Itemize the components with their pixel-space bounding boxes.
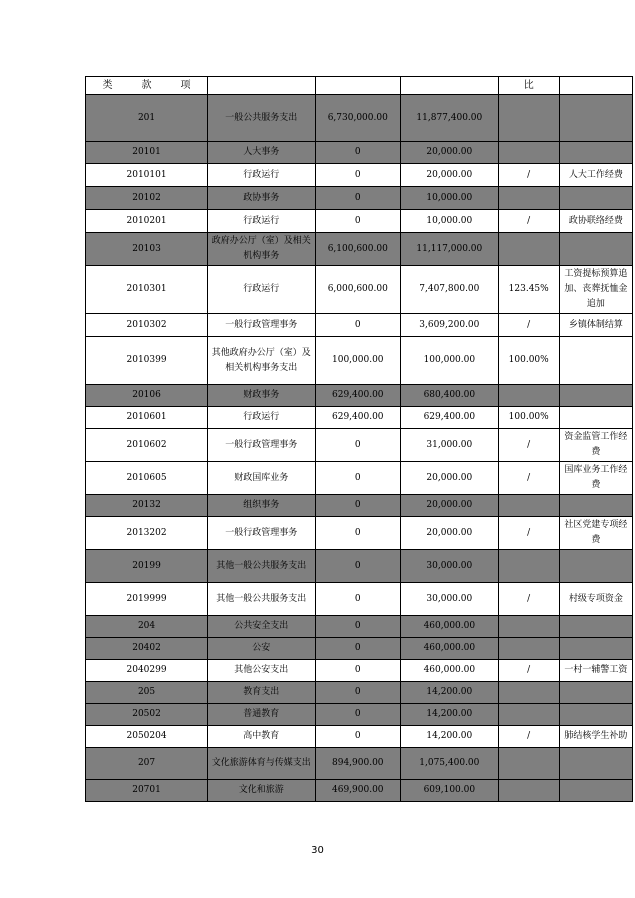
cell-ratio: / [498, 726, 559, 748]
table-row [86, 726, 633, 748]
table-row [86, 638, 633, 660]
cell-note [559, 187, 632, 210]
cell-adjusted-amount: 20,000.00 [401, 164, 499, 187]
cell-note: 政协联络经费 [559, 210, 632, 233]
table-row [86, 462, 633, 495]
header-xiang: 项 [180, 80, 191, 91]
table-header-row [86, 77, 633, 95]
cell-code: 20106 [86, 385, 208, 407]
cell-budget-amount: 0 [315, 495, 400, 517]
cell-adjusted-amount: 460,000.00 [401, 616, 499, 638]
cell-budget-amount: 0 [315, 164, 400, 187]
cell-code: 20101 [86, 142, 208, 164]
cell-ratio [498, 748, 559, 780]
cell-budget-amount: 894,900.00 [315, 748, 400, 780]
cell-budget-amount: 0 [315, 616, 400, 638]
header-kuan: 款 [141, 80, 152, 91]
cell-code: 2013202 [86, 517, 208, 550]
cell-ratio: 100.00% [498, 337, 559, 385]
header-col5: 比 [498, 77, 559, 95]
cell-adjusted-amount: 20,000.00 [401, 495, 499, 517]
cell-budget-amount: 0 [315, 187, 400, 210]
cell-name: 公共安全支出 [208, 616, 315, 638]
cell-adjusted-amount: 629,400.00 [401, 407, 499, 429]
table-row [86, 429, 633, 462]
cell-code: 2010302 [86, 314, 208, 337]
cell-note [559, 337, 632, 385]
cell-note [559, 638, 632, 660]
cell-code: 2050204 [86, 726, 208, 748]
cell-code: 20103 [86, 233, 208, 266]
cell-code: 20502 [86, 704, 208, 726]
cell-note: 社区党建专项经费 [559, 517, 632, 550]
cell-budget-amount: 0 [315, 704, 400, 726]
cell-budget-amount: 0 [315, 660, 400, 682]
table-row [86, 210, 633, 233]
cell-code: 20402 [86, 638, 208, 660]
cell-note [559, 142, 632, 164]
cell-adjusted-amount: 10,000.00 [401, 210, 499, 233]
cell-name: 行政运行 [208, 407, 315, 429]
cell-name: 文化旅游体育与传媒支出 [208, 748, 315, 780]
cell-note: 国库业务工作经费 [559, 462, 632, 495]
budget-table [85, 76, 633, 802]
table-row [86, 385, 633, 407]
cell-ratio: / [498, 462, 559, 495]
cell-note [559, 682, 632, 704]
cell-adjusted-amount: 20,000.00 [401, 142, 499, 164]
cell-code: 20132 [86, 495, 208, 517]
table-body [86, 77, 633, 802]
table-row [86, 660, 633, 682]
table-row [86, 337, 633, 385]
cell-code: 204 [86, 616, 208, 638]
header-category-cell [86, 77, 208, 95]
cell-note: 工资提标预算追加、丧葬抚恤金追加 [559, 266, 632, 314]
cell-name: 人大事务 [208, 142, 315, 164]
cell-budget-amount: 0 [315, 314, 400, 337]
header-col6 [559, 77, 632, 95]
cell-note [559, 704, 632, 726]
cell-adjusted-amount: 30,000.00 [401, 550, 499, 583]
cell-name: 政协事务 [208, 187, 315, 210]
cell-ratio [498, 385, 559, 407]
cell-note: 人大工作经费 [559, 164, 632, 187]
cell-ratio: 100.00% [498, 407, 559, 429]
cell-budget-amount: 629,400.00 [315, 407, 400, 429]
table-row [86, 95, 633, 142]
cell-adjusted-amount: 11,117,000.00 [401, 233, 499, 266]
cell-name: 组织事务 [208, 495, 315, 517]
cell-adjusted-amount: 30,000.00 [401, 583, 499, 616]
cell-adjusted-amount: 100,000.00 [401, 337, 499, 385]
cell-ratio: / [498, 583, 559, 616]
cell-budget-amount: 0 [315, 550, 400, 583]
cell-adjusted-amount: 460,000.00 [401, 638, 499, 660]
cell-name: 高中教育 [208, 726, 315, 748]
cell-adjusted-amount: 11,877,400.00 [401, 95, 499, 142]
cell-code: 20199 [86, 550, 208, 583]
table-row [86, 748, 633, 780]
cell-code: 2010602 [86, 429, 208, 462]
cell-adjusted-amount: 14,200.00 [401, 726, 499, 748]
cell-name: 行政运行 [208, 266, 315, 314]
cell-name: 其他政府办公厅（室）及相关机构事务支出 [208, 337, 315, 385]
cell-name: 财政事务 [208, 385, 315, 407]
table-row [86, 704, 633, 726]
table-row [86, 583, 633, 616]
cell-ratio [498, 704, 559, 726]
cell-ratio: / [498, 429, 559, 462]
cell-adjusted-amount: 31,000.00 [401, 429, 499, 462]
cell-note: 一村一辅警工资 [559, 660, 632, 682]
cell-adjusted-amount: 14,200.00 [401, 682, 499, 704]
cell-ratio [498, 780, 559, 802]
cell-note [559, 385, 632, 407]
cell-adjusted-amount: 460,000.00 [401, 660, 499, 682]
table-row [86, 314, 633, 337]
table-row [86, 164, 633, 187]
cell-code: 2010601 [86, 407, 208, 429]
cell-ratio: / [498, 210, 559, 233]
table-row [86, 266, 633, 314]
cell-name: 一般行政管理事务 [208, 517, 315, 550]
cell-name: 行政运行 [208, 164, 315, 187]
header-col3 [315, 77, 400, 95]
cell-note [559, 550, 632, 583]
cell-code: 2010301 [86, 266, 208, 314]
cell-note: 肺结核学生补助 [559, 726, 632, 748]
cell-budget-amount: 0 [315, 429, 400, 462]
cell-ratio: 123.45% [498, 266, 559, 314]
cell-note [559, 95, 632, 142]
cell-name: 一般公共服务支出 [208, 95, 315, 142]
cell-ratio: / [498, 314, 559, 337]
table-row [86, 550, 633, 583]
cell-name: 其他公安支出 [208, 660, 315, 682]
cell-adjusted-amount: 609,100.00 [401, 780, 499, 802]
cell-code: 205 [86, 682, 208, 704]
cell-name: 普通教育 [208, 704, 315, 726]
cell-name: 公安 [208, 638, 315, 660]
cell-budget-amount: 0 [315, 142, 400, 164]
cell-adjusted-amount: 14,200.00 [401, 704, 499, 726]
cell-name: 一般行政管理事务 [208, 429, 315, 462]
cell-ratio [498, 142, 559, 164]
cell-budget-amount: 0 [315, 583, 400, 616]
table-row [86, 682, 633, 704]
cell-code: 20701 [86, 780, 208, 802]
cell-ratio [498, 233, 559, 266]
table-row [86, 517, 633, 550]
cell-note [559, 780, 632, 802]
cell-note [559, 495, 632, 517]
cell-budget-amount: 100,000.00 [315, 337, 400, 385]
cell-adjusted-amount: 3,609,200.00 [401, 314, 499, 337]
cell-code: 20102 [86, 187, 208, 210]
cell-adjusted-amount: 20,000.00 [401, 462, 499, 495]
cell-budget-amount: 0 [315, 638, 400, 660]
cell-name: 文化和旅游 [208, 780, 315, 802]
header-col4 [401, 77, 499, 95]
cell-budget-amount: 6,000,600.00 [315, 266, 400, 314]
table-row [86, 780, 633, 802]
cell-adjusted-amount: 680,400.00 [401, 385, 499, 407]
cell-code: 2010399 [86, 337, 208, 385]
cell-adjusted-amount: 10,000.00 [401, 187, 499, 210]
cell-adjusted-amount: 7,407,800.00 [401, 266, 499, 314]
cell-adjusted-amount: 1,075,400.00 [401, 748, 499, 780]
cell-budget-amount: 6,100,600.00 [315, 233, 400, 266]
cell-name: 其他一般公共服务支出 [208, 550, 315, 583]
cell-adjusted-amount: 20,000.00 [401, 517, 499, 550]
cell-budget-amount: 0 [315, 726, 400, 748]
table-row [86, 407, 633, 429]
cell-ratio [498, 495, 559, 517]
table-row [86, 233, 633, 266]
cell-ratio [498, 187, 559, 210]
cell-ratio [498, 616, 559, 638]
cell-note [559, 748, 632, 780]
cell-code: 2010101 [86, 164, 208, 187]
cell-code: 2019999 [86, 583, 208, 616]
header-lei: 类 [102, 80, 113, 91]
table-row [86, 495, 633, 517]
cell-note: 村级专项资金 [559, 583, 632, 616]
cell-ratio [498, 682, 559, 704]
cell-code: 201 [86, 95, 208, 142]
cell-name: 教育支出 [208, 682, 315, 704]
cell-budget-amount: 6,730,000.00 [315, 95, 400, 142]
cell-name: 一般行政管理事务 [208, 314, 315, 337]
cell-budget-amount: 469,900.00 [315, 780, 400, 802]
cell-note [559, 407, 632, 429]
cell-ratio [498, 638, 559, 660]
cell-ratio [498, 95, 559, 142]
cell-ratio: / [498, 164, 559, 187]
table-row [86, 187, 633, 210]
cell-code: 207 [86, 748, 208, 780]
cell-ratio [498, 550, 559, 583]
cell-name: 政府办公厅（室）及相关机构事务 [208, 233, 315, 266]
cell-budget-amount: 629,400.00 [315, 385, 400, 407]
cell-code: 2010605 [86, 462, 208, 495]
cell-code: 2040299 [86, 660, 208, 682]
cell-ratio: / [498, 660, 559, 682]
table-row [86, 142, 633, 164]
cell-budget-amount: 0 [315, 210, 400, 233]
table-row [86, 616, 633, 638]
cell-note [559, 616, 632, 638]
cell-budget-amount: 0 [315, 682, 400, 704]
cell-note: 资金监管工作经费 [559, 429, 632, 462]
cell-name: 财政国库业务 [208, 462, 315, 495]
cell-name: 行政运行 [208, 210, 315, 233]
header-col2 [208, 77, 315, 95]
cell-note: 乡镇体制结算 [559, 314, 632, 337]
cell-note [559, 233, 632, 266]
cell-code: 2010201 [86, 210, 208, 233]
page-number: 30 [311, 845, 324, 856]
cell-budget-amount: 0 [315, 462, 400, 495]
cell-budget-amount: 0 [315, 517, 400, 550]
cell-ratio: / [498, 517, 559, 550]
cell-name: 其他一般公共服务支出 [208, 583, 315, 616]
